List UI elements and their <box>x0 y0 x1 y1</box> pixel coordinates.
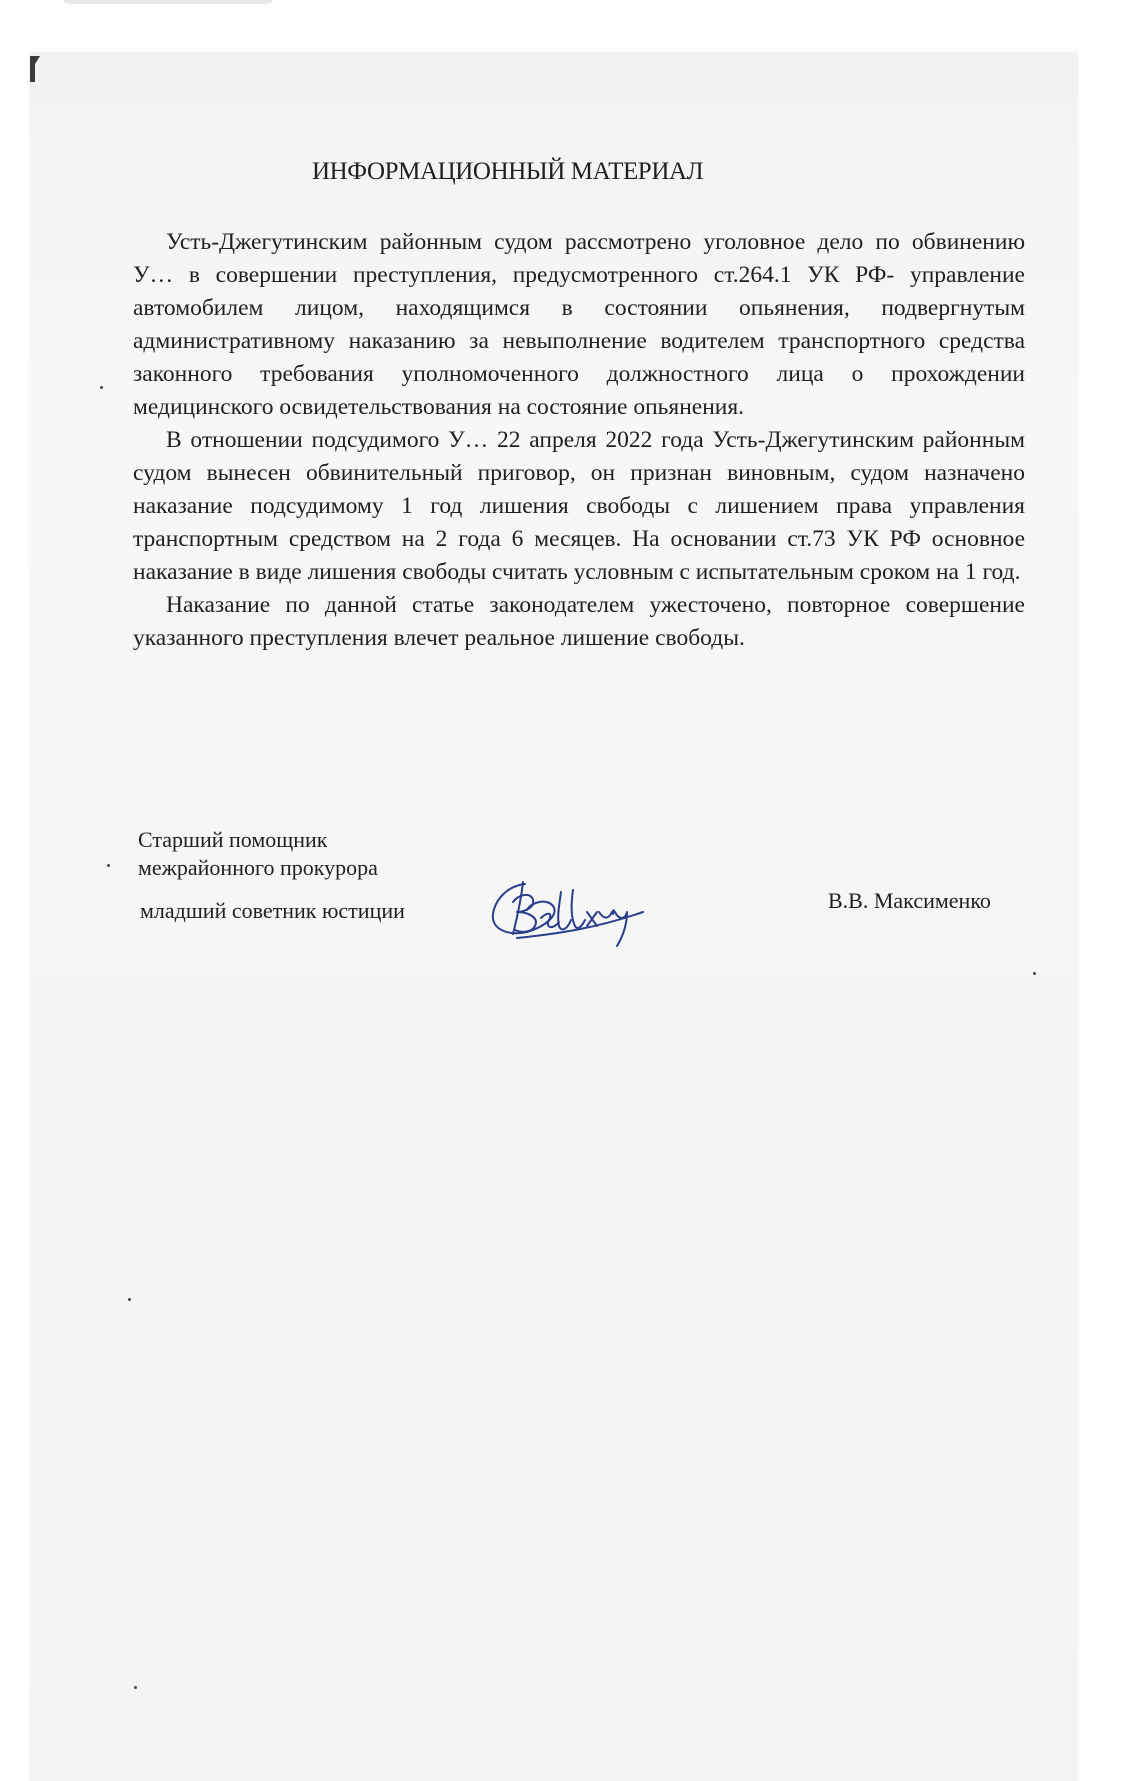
scroll-handle[interactable] <box>62 0 274 4</box>
scan-speck <box>128 1298 131 1301</box>
signer-position-line-2: межрайонного прокурора <box>138 855 378 880</box>
handwritten-signature <box>487 872 647 954</box>
page-corner-mark <box>30 56 40 72</box>
signer-position <box>138 826 378 882</box>
paragraph-case: Усть-Джегутинским районным судом рассмотрено уголовное дело по обвинению У… в совершении преступления, предусмотренного ст.264.1 УК РФ- управление автомобилем лицом, находящимся в состоянии опьянения, подвергнутым административному наказанию за невыполнение водителем транспортного средства законного требования уполномоченного должностного лица о прохождении медицинского освидетельствования на состояние опьянения. <box>133 229 1025 420</box>
document-body <box>133 226 1025 655</box>
scan-speck <box>100 386 103 389</box>
scan-speck <box>134 1686 137 1689</box>
signer-position-line-1: Старший помощник <box>138 827 328 852</box>
paragraph-warning: Наказание по данной статье законодателем ужесточено, повторное совершение указанного преступления влечет реальное лишение свободы. <box>133 592 1025 651</box>
scan-speck <box>1033 972 1036 975</box>
signer-name: В.В. Максименко <box>828 888 991 913</box>
signer-rank: младший советник юстиции <box>140 898 405 923</box>
scan-speck <box>107 864 110 867</box>
paragraph-verdict: В отношении подсудимого У… 22 апреля 2022 года Усть-Джегутинским районным судом вынесен обвинительный приговор, он признан виновным, судом назначено наказание подсудимому 1 год лишения свободы с лишением права управления транспортным средством на 2 года 6 месяцев. На основании ст.73 УК РФ основное наказание в виде лишения свободы считать условным с испытательным сроком на 1 год. <box>133 427 1025 585</box>
document-title: ИНФОРМАЦИОННЫЙ МАТЕРИАЛ <box>312 158 704 185</box>
